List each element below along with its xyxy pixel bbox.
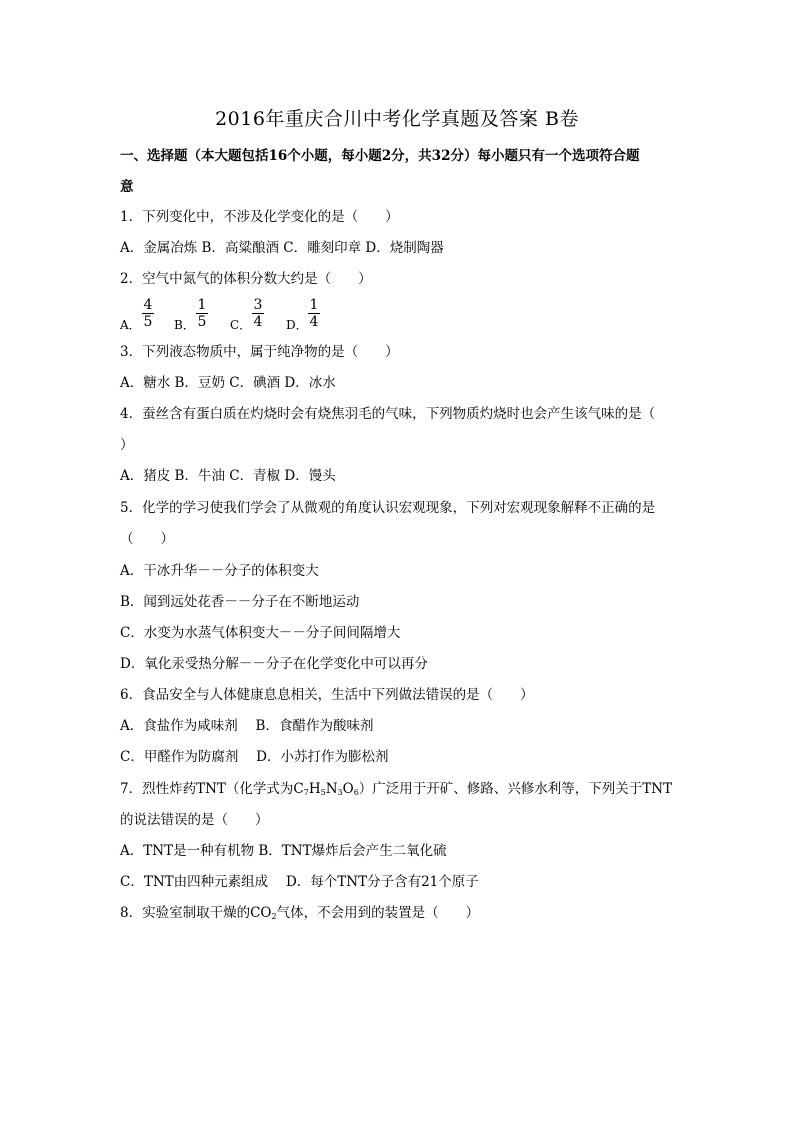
question-7-stem-cont: 的说法错误的是（ ） xyxy=(120,812,269,828)
document-title: 2016年重庆合川中考化学真题及答案 B卷 xyxy=(215,108,579,130)
question-7-options-2: C．TNT由四种元素组成 D．每个TNT分子含有21个原子 xyxy=(120,874,479,890)
fraction: 3 4 xyxy=(253,297,263,330)
fraction: 1 4 xyxy=(309,297,319,330)
question-1-stem: 1．下列变化中，不涉及化学变化的是（ ） xyxy=(120,209,399,225)
fraction: 4 5 xyxy=(143,297,153,330)
question-5-option-c: C．水变为水蒸气体积变大－－分子间间隔增大 xyxy=(120,625,401,641)
question-5-option-d: D．氧化汞受热分解－－分子在化学变化中可以再分 xyxy=(120,656,428,672)
question-5-stem: 5．化学的学习使我们学会了从微观的角度认识宏观现象，下列对宏观现象解释不正确的是 xyxy=(120,500,656,516)
question-2-stem: 2．空气中氮气的体积分数大约是（ ） xyxy=(120,271,372,287)
question-3-options: A．糖水 B．豆奶 C．碘酒 D．冰水 xyxy=(120,375,336,391)
question-5-stem-cont: （ ） xyxy=(120,531,174,547)
question-7-options-1: A．TNT是一种有机物 B．TNT爆炸后会产生二氧化硫 xyxy=(120,843,447,859)
section-heading-cont: 意 xyxy=(120,179,134,195)
fraction: 1 5 xyxy=(197,297,207,330)
question-5-option-a: A．干冰升华－－分子的体积变大 xyxy=(120,563,319,579)
question-6-options-1: A．食盐作为咸味剂 B．食醋作为酸味剂 xyxy=(120,718,374,734)
question-7-stem: 7．烈性炸药TNT（化学式为$C_7H_5N_3O_6$）广泛用于开矿、修路、兴修水利等，下列关于TNT xyxy=(120,781,673,797)
question-3-stem: 3．下列液态物质中，属于纯净物的是（ ） xyxy=(120,344,399,360)
question-8-stem: 8．实验室制取干燥的$CO_2$气体，不会用到的装置是（ ） xyxy=(120,905,480,921)
question-6-options-2: C．甲醛作为防腐剂 D．小苏打作为膨松剂 xyxy=(120,749,389,765)
question-5-option-b: B．闻到远处花香－－分子在不断地运动 xyxy=(120,594,360,610)
document-page: 2016年重庆合川中考化学真题及答案 B卷 一、选择题（本大题包括16个小题，每小题2分，共32分）每小题只有一个选项符合题 意 1．下列变化中，不涉及化学变化的是（ ） A．金属冶炼 B．高粱酿酒 C．雕刻印章 D．烧制陶器 2．空气中氮气的体积分数大约是（ ） A． 4 5 B． 1 5 C． 3 4 D． 1 4 3．下列液态物质中，属于纯净物的是（ ） A．糖水 B．豆奶 C．碘酒 D．冰水 4．蚕丝含有蛋白质在灼烧时会有烧焦羽毛的气味，下列物质灼烧时也会产生该气味的是（ ） A．猪皮 B．牛油 C．青椒 D．馒头 5．化学的学习使我们学会了从微观的角度认识宏观现象，下列对宏观现象解释不正确的是 （ ） A．干冰升华－－分子的体积变大 B．闻到远处花香－－分子在不断地运动 C．水变为水蒸气体积变大－－分子间间隔增大 D．氧化汞受热分解－－分子在化学变化中可以再分 6．食品安全与人体健康息息相关，生活中下列做法错误的是（ ） A．食盐作为咸味剂 B．食醋作为酸味剂 C．甲醛作为防腐剂 D．小苏打作为膨松剂 7．烈性炸药TNT（化学式为$C_7H_5N_3O_6$）广泛用于开矿、修路、兴修水利等，下列关于TNT 的说法错误的是（ ） A．TNT是一种有机物 B．TNT爆炸后会产生二氧化硫 C．TNT由四种元素组成 D．每个TNT分子含有21个原子 8．实验室制取干燥的$CO_2$气体，不会用到的装置是（ ） xyxy=(0,0,794,1123)
question-4-options: A．猪皮 B．牛油 C．青椒 D．馒头 xyxy=(120,468,336,484)
section-heading: 一、选择题（本大题包括16个小题，每小题2分，共32分）每小题只有一个选项符合题 xyxy=(120,148,640,164)
question-4-stem: 4．蚕丝含有蛋白质在灼烧时会有烧焦羽毛的气味，下列物质灼烧时也会产生该气味的是（ xyxy=(120,406,656,422)
question-1-options: A．金属冶炼 B．高粱酿酒 C．雕刻印章 D．烧制陶器 xyxy=(120,240,444,256)
question-6-stem: 6．食品安全与人体健康息息相关，生活中下列做法错误的是（ ） xyxy=(120,687,534,703)
question-4-stem-cont: ） xyxy=(120,437,134,453)
